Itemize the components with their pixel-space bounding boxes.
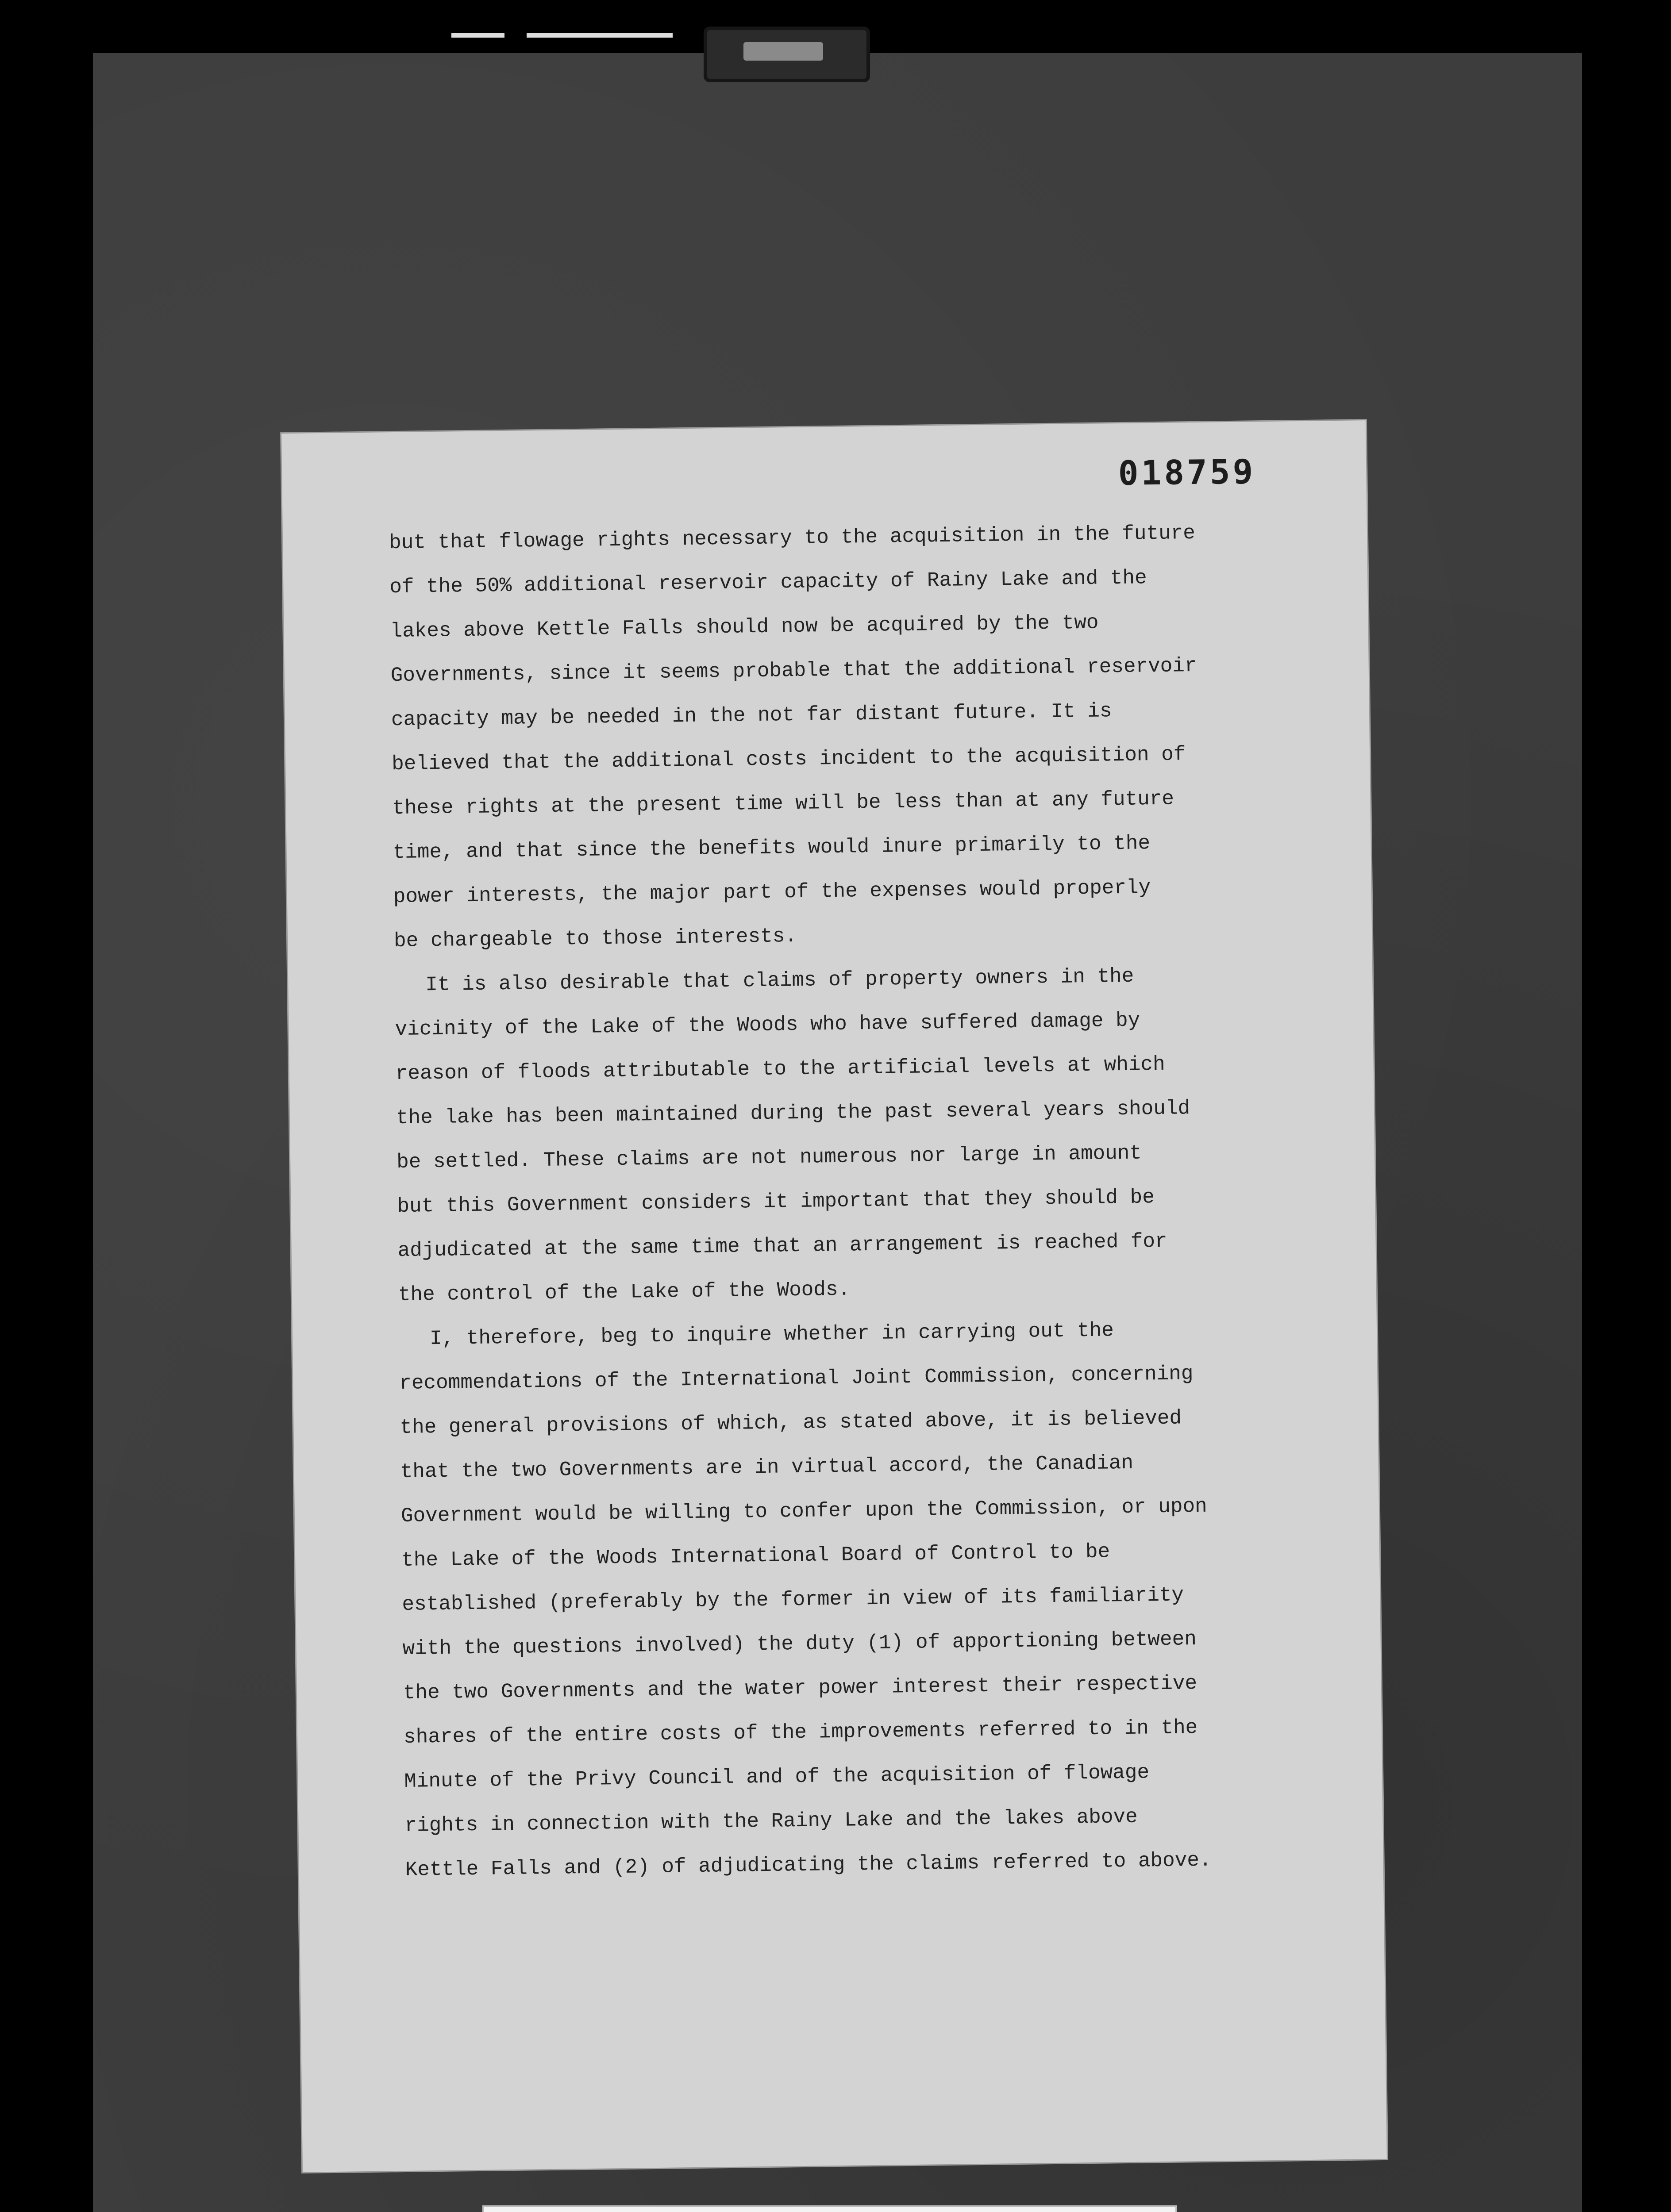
text-line: rights in connection with the Rainy Lake and the lakes above (404, 1805, 1138, 1837)
text-line: the general provisions of which, as stated above, it is believed (400, 1406, 1182, 1440)
film-edge-mark (527, 33, 673, 38)
text-line: the control of the Lake of the Woods. (398, 1278, 851, 1307)
text-line: with the questions involved) the duty (1) of apportioning between (402, 1628, 1197, 1660)
text-line: power interests, the major part of the expenses would properly (393, 876, 1151, 909)
film-edge-mark (451, 33, 504, 38)
text-line: Kettle Falls and (2) of adjudicating the claims referred to above. (405, 1848, 1212, 1882)
paragraph-start-line: It is also desirable that claims of property owners in the (425, 964, 1134, 997)
mounting-clip-plate (743, 42, 823, 61)
text-line: established (preferably by the former in view of its familiarity (402, 1583, 1184, 1616)
text-line: believed that the additional costs incident to the acquisition of (391, 743, 1186, 776)
collection-reference-label (482, 2205, 1177, 2212)
text-line: lakes above Kettle Falls should now be acquired by the two (390, 611, 1099, 643)
text-line: the lake has been maintained during the past several years should (396, 1097, 1190, 1130)
text-line: the two Governments and the water power interest their respective (403, 1672, 1197, 1705)
text-line: be settled. These claims are not numerous nor large in amount (396, 1141, 1142, 1174)
text-line: but that flowage rights necessary to the acquisition in the future (389, 521, 1196, 555)
text-line: Minute of the Privy Council and of the acquisition of flowage (404, 1761, 1150, 1793)
text-line: reason of floods attributable to the artificial levels at which (395, 1052, 1166, 1086)
text-line: the Lake of the Woods International Board of Control to be (401, 1540, 1110, 1572)
text-line: that the two Governments are in virtual accord, the Canadian (400, 1451, 1134, 1484)
text-line: but this Government considers it important that they should be (397, 1186, 1155, 1218)
text-line: Governments, since it seems probable that the additional reservoir (390, 654, 1197, 687)
text-line: vicinity of the Lake of the Woods who have suffered damage by (395, 1009, 1140, 1041)
typed-letter-page (281, 420, 1387, 2172)
paragraph-start-line: I, therefore, beg to inquire whether in carrying out the (429, 1319, 1114, 1351)
text-line: capacity may be needed in the not far distant future. It is (391, 699, 1112, 732)
document-number: 018759 (1118, 452, 1256, 493)
text-line: adjudicated at the same time that an arrangement is reached for (397, 1229, 1167, 1263)
text-line: time, and that since the benefits would inure primarily to the (393, 832, 1151, 864)
text-line: be chargeable to those interests. (393, 924, 797, 953)
text-line: Government would be willing to confer upon the Commission, or upon (400, 1494, 1208, 1528)
letter-body (389, 510, 1335, 1892)
text-line: of the 50% additional reservoir capacity of Rainy Lake and the (389, 566, 1147, 599)
text-line: these rights at the present time will be less than at any future (392, 787, 1174, 820)
text-line: shares of the entire costs of the improvements referred to in the (403, 1716, 1198, 1749)
text-line: recommendations of the International Joint Commission, concerning (399, 1362, 1194, 1395)
